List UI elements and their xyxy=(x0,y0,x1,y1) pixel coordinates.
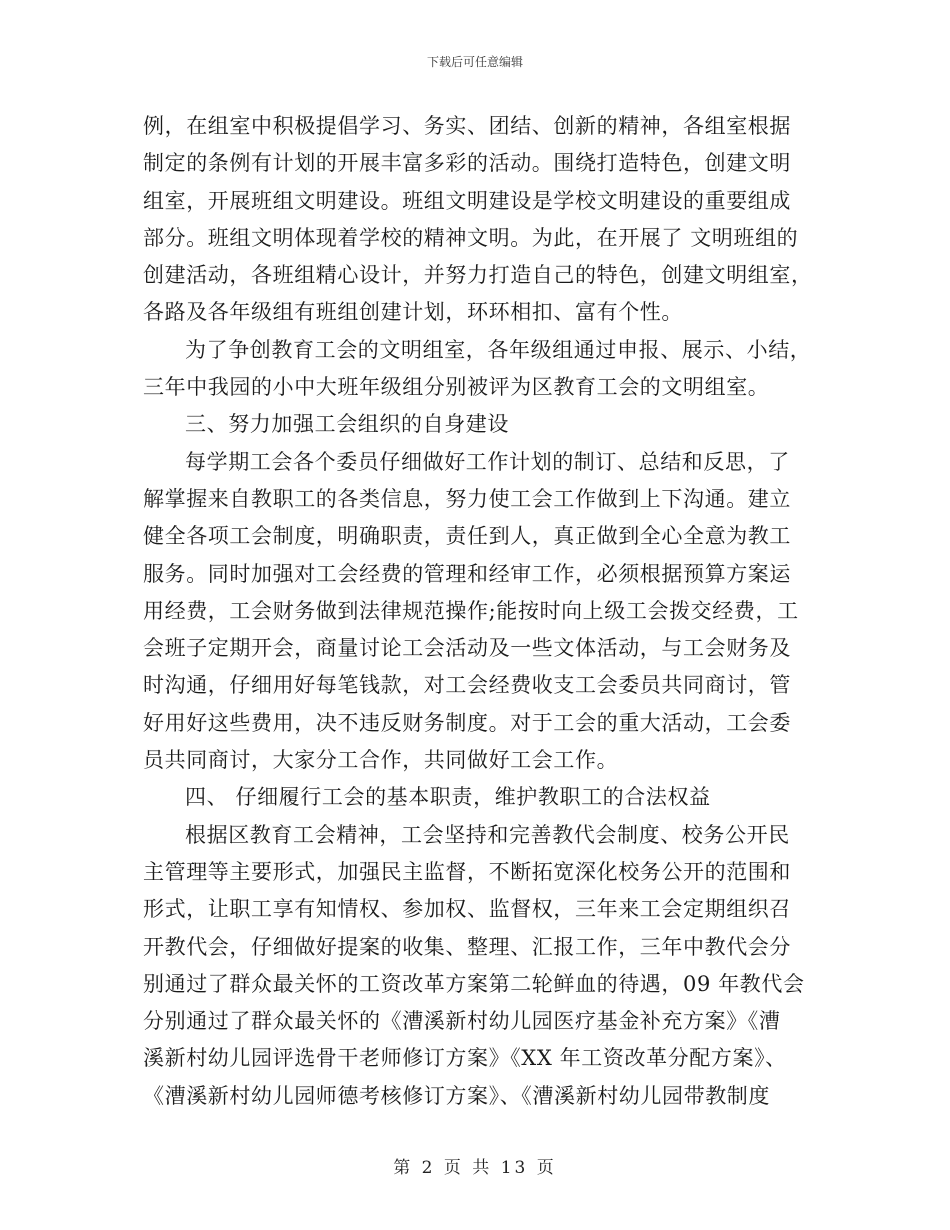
text-line: 别通过了群众最关怀的工资改革方案第二轮鲜血的待遇，09 年教代会 xyxy=(143,971,805,996)
text-line: 制定的条例有计划的开展丰富多彩的活动。围绕打造特色，创建文明 xyxy=(143,151,791,176)
text-line: 《漕溪新村幼儿园师德考核修订方案》、《漕溪新村幼儿园带教制度 xyxy=(143,1083,770,1108)
document-body xyxy=(143,108,813,1115)
text-line: 用经费，工会财务做到法律规范操作;能按时向上级工会拨交经费，工 xyxy=(143,598,799,623)
text-line: 三年中我园的小中大班年级组分别被评为区教育工会的文明组室。 xyxy=(143,375,770,400)
text-line: 员共同商讨，大家分工合作，共同做好工会工作。 xyxy=(143,748,619,773)
text-line: 分别通过了群众最关怀的《漕溪新村幼儿园医疗基金补充方案》《漕 xyxy=(143,1009,781,1034)
text-line: 各路及各年级组有班组创建计划，环环相扣、富有个性。 xyxy=(143,300,683,325)
text-line: 形式，让职工享有知情权、参加权、监督权，三年来工会定期组织召 xyxy=(143,897,791,922)
section-heading: 三、努力加强工会组织的自身建设 xyxy=(185,412,509,437)
text-line: 根据区教育工会精神，工会坚持和完善教代会制度、校务公开民 xyxy=(185,822,790,847)
text-line: 例，在组室中积极提倡学习、务实、团结、创新的精神，各组室根据 xyxy=(143,114,791,138)
text-line: 部分。班组文明体现着学校的精神文明。为此，在开展了 文明班组的 xyxy=(143,225,799,250)
text-line: 组室，开展班组文明建设。班组文明建设是学校文明建设的重要组成 xyxy=(143,188,791,213)
text-line: 会班子定期开会，商量讨论工会活动及一些文体活动，与工会财务及 xyxy=(143,636,791,661)
section-heading: 四、 仔细履行工会的基本职责，维护教职工的合法权益 xyxy=(185,785,711,810)
page-footer: 第 2 页 共 13 页 xyxy=(393,1158,557,1178)
text-line: 创建活动，各班组精心设计，并努力打造自己的特色，创建文明组室， xyxy=(143,263,813,288)
text-line: 主管理等主要形式，加强民主监督，不断拓宽深化校务公开的范围和 xyxy=(143,859,791,884)
text-line: 每学期工会各个委员仔细做好工作计划的制订、总结和反思，了 xyxy=(185,449,790,474)
text-line: 好用好这些费用，决不违反财务制度。对于工会的重大活动，工会委 xyxy=(143,710,791,735)
text-line: 时沟通，仔细用好每笔钱款，对工会经费收支工会委员共同商讨，管 xyxy=(143,673,791,698)
text-line: 开教代会，仔细做好提案的收集、整理、汇报工作，三年中教代会分 xyxy=(143,934,791,959)
text-line: 溪新村幼儿园评选骨干老师修订方案》《XX 年工资改革分配方案》、 xyxy=(143,1046,787,1071)
text-line: 为了争创教育工会的文明组室，各年级组通过申报、展示、小结， xyxy=(185,337,812,362)
page-header: 下载后可任意编辑 xyxy=(426,55,523,69)
text-line: 解掌握来自教职工的各类信息，努力使工会工作做到上下沟通。建立 xyxy=(143,486,791,511)
text-line: 健全各项工会制度，明确职责，责任到人，真正做到全心全意为教工 xyxy=(143,524,791,549)
text-line: 服务。同时加强对工会经费的管理和经审工作，必须根据预算方案运 xyxy=(143,561,791,586)
